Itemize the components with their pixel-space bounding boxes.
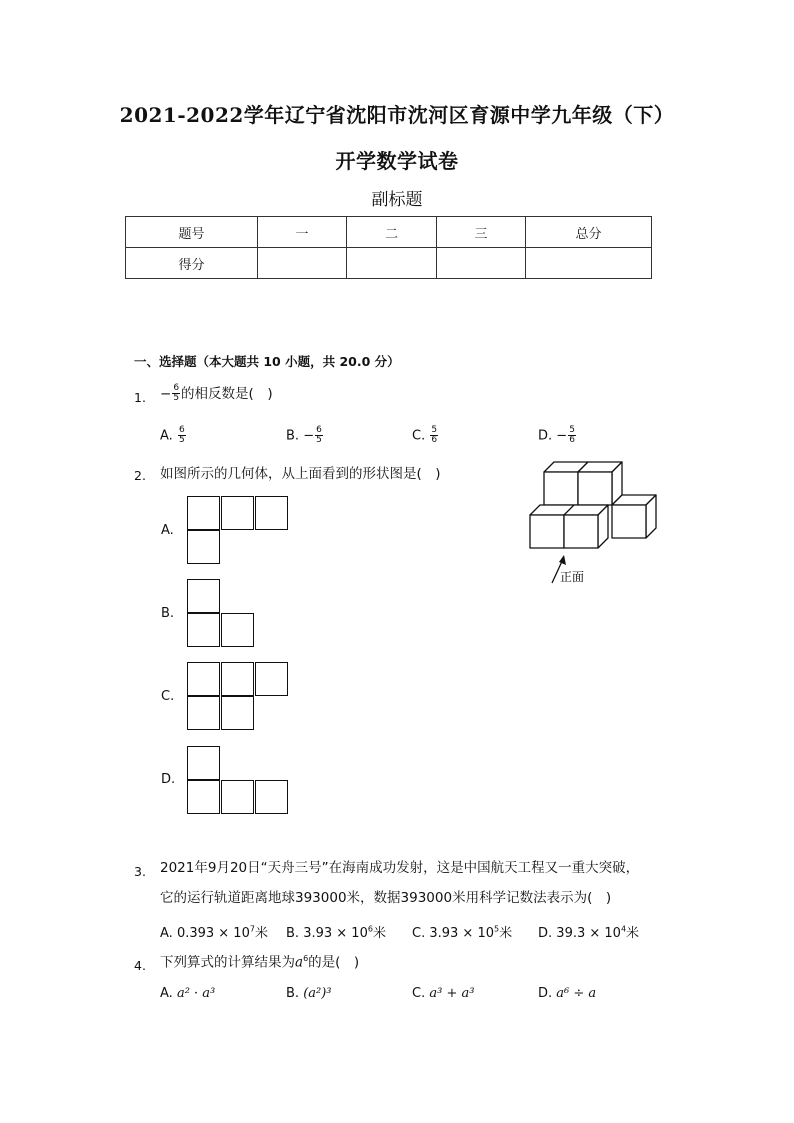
grid-square — [187, 613, 220, 647]
grid-square — [187, 780, 220, 814]
grid-square — [221, 496, 254, 530]
cube-face — [530, 515, 564, 548]
denominator: 5 — [316, 435, 322, 446]
q4-option-d[interactable] — [538, 986, 596, 1001]
score-input-cell[interactable] — [526, 248, 652, 279]
grid-square — [221, 696, 254, 730]
option-label: A. — [160, 986, 173, 1001]
option-label: C. — [412, 428, 426, 444]
numerator: 5 — [431, 425, 438, 435]
question-number: 2. — [134, 468, 146, 483]
fraction — [315, 426, 323, 446]
score-table-header-row — [126, 217, 652, 248]
cube-face — [544, 472, 578, 505]
question-1-stem — [160, 384, 273, 404]
grid-square — [187, 496, 220, 530]
score-table-header-cell: 一 — [258, 217, 347, 248]
score-table-header-cell: 二 — [347, 217, 437, 248]
option-label: D. — [538, 428, 553, 444]
q2-option-a-label[interactable]: A. — [161, 523, 174, 538]
score-table-score-row — [126, 248, 652, 279]
fraction — [178, 426, 186, 446]
score-input-cell[interactable] — [258, 248, 347, 279]
grid-square — [221, 662, 254, 696]
q3-option-a[interactable] — [160, 922, 268, 941]
q3-option-c[interactable] — [412, 922, 512, 941]
question-text: 下列算式的计算结果为 — [160, 954, 295, 971]
exponent: 5 — [494, 924, 500, 934]
q2-option-d-label[interactable]: D. — [161, 772, 176, 787]
q1-option-c[interactable] — [412, 426, 439, 446]
denominator: 6 — [569, 435, 575, 446]
option-label: C. — [412, 986, 426, 1001]
fraction — [568, 426, 576, 446]
q3-option-b[interactable] — [286, 922, 386, 941]
grid-square — [221, 780, 254, 814]
q4-option-b[interactable] — [286, 986, 332, 1001]
grid-square — [187, 746, 220, 780]
score-input-cell[interactable] — [437, 248, 526, 279]
q2-option-a-figure[interactable] — [187, 496, 291, 566]
cube-face — [578, 472, 612, 505]
option-label: B. — [286, 986, 300, 1001]
fraction — [430, 426, 438, 446]
exponent: 4 — [620, 924, 627, 934]
unit: 米 — [499, 926, 513, 941]
exam-subtitle: 副标题 — [371, 190, 423, 210]
q3-option-d[interactable] — [538, 922, 639, 941]
cube-face — [564, 515, 598, 548]
question-number: 1. — [134, 390, 146, 405]
exam-title-line2: 开学数学试卷 — [335, 149, 459, 173]
option-label: D. — [538, 986, 553, 1001]
q2-option-b-label[interactable]: B. — [161, 606, 175, 621]
score-input-cell[interactable] — [347, 248, 437, 279]
option-value: 3.93 × 10 — [429, 926, 495, 941]
score-table-header-cell: 三 — [437, 217, 526, 248]
question-text: 的相反数是( ) — [181, 385, 273, 402]
option-expression: a⁶ ÷ a — [556, 986, 597, 1001]
option-label: B. — [286, 926, 300, 941]
grid-square — [187, 696, 220, 730]
option-label: A. — [160, 428, 173, 444]
q4-option-c[interactable] — [412, 986, 474, 1001]
numerator: 6 — [178, 425, 185, 435]
q1-option-d[interactable] — [538, 426, 577, 446]
question-3-line2: 它的运行轨道距离地球393000米，数据393000米用科学记数法表示为( ) — [160, 890, 612, 906]
option-expression: a² · a³ — [176, 986, 216, 1001]
cube-stack-figure — [520, 455, 670, 590]
math-variable: a — [295, 954, 304, 971]
question-number: 4. — [134, 958, 146, 973]
question-number: 3. — [134, 864, 146, 879]
q4-option-a[interactable] — [160, 986, 215, 1001]
denominator: 5 — [173, 393, 180, 404]
denominator: 5 — [178, 435, 185, 446]
neg-sign: − — [556, 428, 568, 444]
q1-option-b[interactable] — [286, 426, 324, 446]
q2-option-b-figure[interactable] — [187, 579, 257, 649]
neg-sign: − — [303, 428, 315, 444]
grid-square — [187, 662, 220, 696]
question-4-stem — [160, 954, 359, 971]
option-label: B. — [286, 428, 300, 444]
section-heading: 一、选择题（本大题共 10 小题，共 20.0 分） — [134, 354, 400, 369]
grid-square — [255, 662, 288, 696]
option-label: A. — [160, 926, 173, 941]
neg-sign: − — [160, 385, 172, 402]
question-2-stem: 如图所示的几何体，从上面看到的形状图是( ) — [160, 466, 441, 482]
exponent: 7 — [249, 924, 255, 934]
option-value: 3.93 × 10 — [303, 926, 368, 941]
question-3-line1: 2021年9月20日“天舟三号”在海南成功发射，这是中国航天工程又一重大突破， — [160, 860, 640, 876]
q2-option-d-figure[interactable] — [187, 746, 291, 816]
grid-square — [187, 530, 220, 564]
exam-title-line1: 2021-2022学年辽宁省沈阳市沈河区育源中学九年级（下） — [119, 103, 675, 127]
question-text: 的是( ) — [308, 954, 360, 971]
grid-square — [187, 579, 220, 613]
score-table-row-label: 得分 — [126, 248, 258, 279]
option-value: 0.393 × 10 — [176, 926, 250, 941]
grid-square — [255, 496, 288, 530]
q2-option-c-figure[interactable] — [187, 662, 291, 732]
score-table-header-cell: 总分 — [526, 217, 652, 248]
option-label: C. — [412, 926, 426, 941]
numerator: 6 — [316, 425, 322, 435]
option-expression: (a²)³ — [303, 986, 332, 1001]
q1-option-a[interactable] — [160, 426, 187, 446]
unit: 米 — [626, 926, 640, 941]
q2-option-c-label[interactable]: C. — [161, 689, 175, 704]
exponent: 6 — [303, 954, 309, 963]
unit: 米 — [254, 926, 268, 941]
option-expression: a³ + a³ — [429, 986, 475, 1001]
exponent: 6 — [367, 924, 373, 934]
unit: 米 — [372, 926, 386, 941]
denominator: 6 — [431, 435, 438, 446]
numerator: 5 — [569, 425, 575, 435]
option-value: 39.3 × 10 — [556, 926, 621, 941]
score-table-header-cell: 题号 — [126, 217, 258, 248]
numerator: 6 — [173, 383, 180, 393]
front-view-label: 正面 — [560, 570, 585, 584]
cube-face — [612, 505, 646, 538]
grid-square — [221, 613, 254, 647]
option-label: D. — [538, 926, 553, 941]
grid-square — [255, 780, 288, 814]
score-table — [125, 216, 652, 279]
fraction — [172, 384, 180, 404]
